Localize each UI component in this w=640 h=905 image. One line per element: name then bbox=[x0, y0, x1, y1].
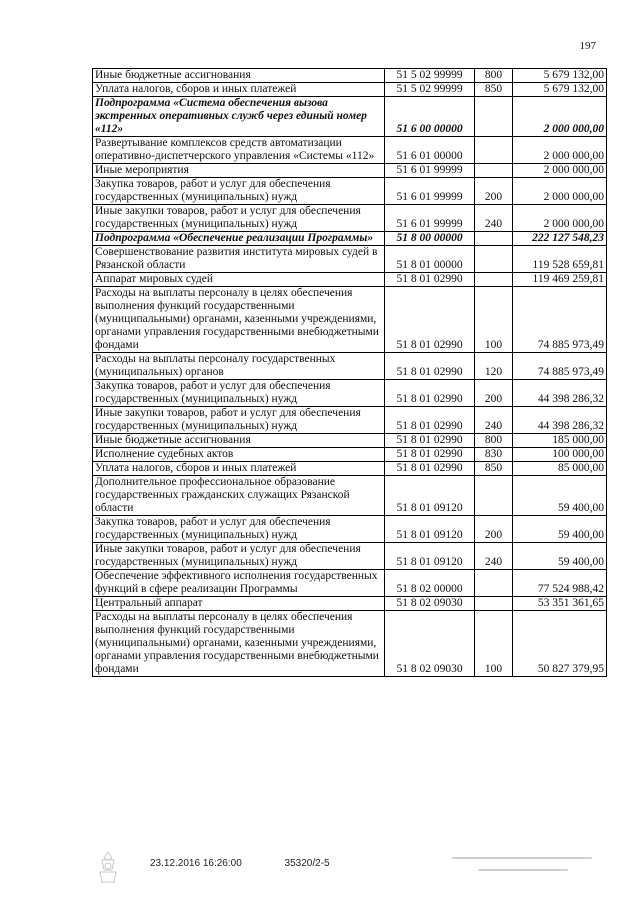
row-code: 51 8 01 02990 bbox=[385, 380, 475, 407]
document-footer bbox=[150, 858, 370, 869]
row-type: 850 bbox=[475, 462, 513, 476]
page-number: 197 bbox=[579, 40, 596, 52]
table-row bbox=[93, 137, 607, 164]
row-name: Иные закупки товаров, работ и услуг для обеспечения государственных (муниципальных) нужд bbox=[93, 205, 385, 232]
row-type: 850 bbox=[475, 83, 513, 97]
watermark-stamp-icon bbox=[448, 851, 598, 881]
row-type bbox=[475, 570, 513, 597]
table-row bbox=[93, 462, 607, 476]
row-code: 51 8 01 02990 bbox=[385, 407, 475, 434]
row-type: 100 bbox=[475, 287, 513, 353]
row-name: Закупка товаров, работ и услуг для обеспечения государственных (муниципальных) нужд bbox=[93, 380, 385, 407]
table-row bbox=[93, 407, 607, 434]
table-row bbox=[93, 178, 607, 205]
row-code: 51 8 01 09120 bbox=[385, 476, 475, 516]
row-code: 51 8 01 02990 bbox=[385, 273, 475, 287]
table-row bbox=[93, 69, 607, 83]
row-code: 51 8 01 09120 bbox=[385, 543, 475, 570]
table-row bbox=[93, 476, 607, 516]
row-amount: 222 127 548,23 bbox=[513, 232, 607, 246]
row-amount: 74 885 973,49 bbox=[513, 353, 607, 380]
row-amount: 77 524 988,42 bbox=[513, 570, 607, 597]
row-code: 51 6 01 00000 bbox=[385, 137, 475, 164]
row-name: Подпрограмма «Обеспечение реализации Программы» bbox=[93, 232, 385, 246]
row-code: 51 5 02 99999 bbox=[385, 69, 475, 83]
row-code: 51 8 01 02990 bbox=[385, 434, 475, 448]
table-row bbox=[93, 434, 607, 448]
row-type bbox=[475, 97, 513, 137]
row-amount: 50 827 379,95 bbox=[513, 611, 607, 677]
row-name: Иные мероприятия bbox=[93, 164, 385, 178]
row-type: 200 bbox=[475, 516, 513, 543]
row-amount: 59 400,00 bbox=[513, 476, 607, 516]
row-type: 240 bbox=[475, 543, 513, 570]
table-row bbox=[93, 597, 607, 611]
row-code: 51 6 00 00000 bbox=[385, 97, 475, 137]
row-code: 51 8 01 02990 bbox=[385, 353, 475, 380]
row-name: Дополнительное профессиональное образование государственных гражданских служащих Рязанской области bbox=[93, 476, 385, 516]
table-row bbox=[93, 273, 607, 287]
table-row bbox=[93, 611, 607, 677]
row-type: 830 bbox=[475, 448, 513, 462]
table-row bbox=[93, 543, 607, 570]
row-amount: 2 000 000,00 bbox=[513, 164, 607, 178]
row-type bbox=[475, 246, 513, 273]
row-type: 800 bbox=[475, 69, 513, 83]
row-code: 51 8 00 00000 bbox=[385, 232, 475, 246]
row-type bbox=[475, 164, 513, 178]
row-code: 51 8 02 09030 bbox=[385, 611, 475, 677]
footer-doc-id: 35320/2-5 bbox=[284, 858, 330, 869]
row-amount: 5 679 132,00 bbox=[513, 83, 607, 97]
row-code: 51 8 01 00000 bbox=[385, 246, 475, 273]
row-type bbox=[475, 232, 513, 246]
row-amount: 2 000 000,00 bbox=[513, 97, 607, 137]
row-type bbox=[475, 137, 513, 164]
table-row bbox=[93, 570, 607, 597]
row-amount: 5 679 132,00 bbox=[513, 69, 607, 83]
row-code: 51 8 01 02990 bbox=[385, 287, 475, 353]
row-code: 51 8 01 02990 bbox=[385, 448, 475, 462]
row-type: 100 bbox=[475, 611, 513, 677]
row-name: Иные бюджетные ассигнования bbox=[93, 434, 385, 448]
row-code: 51 6 01 99999 bbox=[385, 205, 475, 232]
row-type bbox=[475, 597, 513, 611]
table-row bbox=[93, 164, 607, 178]
table-row bbox=[93, 246, 607, 273]
row-amount: 2 000 000,00 bbox=[513, 137, 607, 164]
row-type: 200 bbox=[475, 178, 513, 205]
row-type: 200 bbox=[475, 380, 513, 407]
row-name: Подпрограмма «Система обеспечения вызова экстренных оперативных служб через единый номер «112» bbox=[93, 97, 385, 137]
row-amount: 53 351 361,65 bbox=[513, 597, 607, 611]
row-name: Иные закупки товаров, работ и услуг для обеспечения государственных (муниципальных) нужд bbox=[93, 407, 385, 434]
row-code: 51 6 01 99999 bbox=[385, 164, 475, 178]
row-type: 120 bbox=[475, 353, 513, 380]
row-amount: 119 528 659,81 bbox=[513, 246, 607, 273]
row-name: Расходы на выплаты персоналу в целях обеспечения выполнения функций государственными (муниципальными) органами, казенными учреждениями, органами управления государственными внебюджетными фондами bbox=[93, 611, 385, 677]
row-name: Иные закупки товаров, работ и услуг для обеспечения государственных (муниципальных) нужд bbox=[93, 543, 385, 570]
row-code: 51 5 02 99999 bbox=[385, 83, 475, 97]
row-amount: 74 885 973,49 bbox=[513, 287, 607, 353]
row-name: Исполнение судебных актов bbox=[93, 448, 385, 462]
row-name: Центральный аппарат bbox=[93, 597, 385, 611]
row-type: 240 bbox=[475, 205, 513, 232]
row-amount: 2 000 000,00 bbox=[513, 178, 607, 205]
row-name: Расходы на выплаты персоналу государственных (муниципальных) органов bbox=[93, 353, 385, 380]
row-amount: 2 000 000,00 bbox=[513, 205, 607, 232]
row-amount: 44 398 286,32 bbox=[513, 380, 607, 407]
table-row bbox=[93, 353, 607, 380]
table-row bbox=[93, 516, 607, 543]
row-code: 51 8 02 09030 bbox=[385, 597, 475, 611]
budget-table bbox=[92, 68, 607, 677]
row-name: Развертывание комплексов средств автоматизации оперативно-диспетчерского управления «Системы «112» bbox=[93, 137, 385, 164]
table-row bbox=[93, 83, 607, 97]
row-name: Уплата налогов, сборов и иных платежей bbox=[93, 83, 385, 97]
row-amount: 44 398 286,32 bbox=[513, 407, 607, 434]
row-type bbox=[475, 476, 513, 516]
row-amount: 185 000,00 bbox=[513, 434, 607, 448]
row-name: Уплата налогов, сборов и иных платежей bbox=[93, 462, 385, 476]
row-name: Закупка товаров, работ и услуг для обеспечения государственных (муниципальных) нужд bbox=[93, 178, 385, 205]
row-amount: 59 400,00 bbox=[513, 543, 607, 570]
stamp-icon bbox=[94, 850, 122, 886]
row-code: 51 6 01 99999 bbox=[385, 178, 475, 205]
row-name: Расходы на выплаты персоналу в целях обеспечения выполнения функций государственными (муниципальными) органами, казенными учреждениями, органами управления государственными внебюджетными фондами bbox=[93, 287, 385, 353]
row-amount: 119 469 259,81 bbox=[513, 273, 607, 287]
row-name: Закупка товаров, работ и услуг для обеспечения государственных (муниципальных) нужд bbox=[93, 516, 385, 543]
table-row bbox=[93, 205, 607, 232]
row-code: 51 8 02 00000 bbox=[385, 570, 475, 597]
row-code: 51 8 01 02990 bbox=[385, 462, 475, 476]
row-type: 240 bbox=[475, 407, 513, 434]
table-row-subprogram bbox=[93, 97, 607, 137]
row-type bbox=[475, 273, 513, 287]
table-row bbox=[93, 380, 607, 407]
row-name: Аппарат мировых судей bbox=[93, 273, 385, 287]
row-name: Иные бюджетные ассигнования bbox=[93, 69, 385, 83]
row-amount: 100 000,00 bbox=[513, 448, 607, 462]
row-code: 51 8 01 09120 bbox=[385, 516, 475, 543]
table-row bbox=[93, 448, 607, 462]
row-name: Совершенствование развития института мировых судей в Рязанской области bbox=[93, 246, 385, 273]
row-amount: 85 000,00 bbox=[513, 462, 607, 476]
table-row bbox=[93, 287, 607, 353]
footer-datetime: 23.12.2016 16:26:00 bbox=[150, 858, 242, 869]
row-name: Обеспечение эффективного исполнения государственных функций в сфере реализации Программы bbox=[93, 570, 385, 597]
row-type: 800 bbox=[475, 434, 513, 448]
row-amount: 59 400,00 bbox=[513, 516, 607, 543]
table-row-subprogram bbox=[93, 232, 607, 246]
